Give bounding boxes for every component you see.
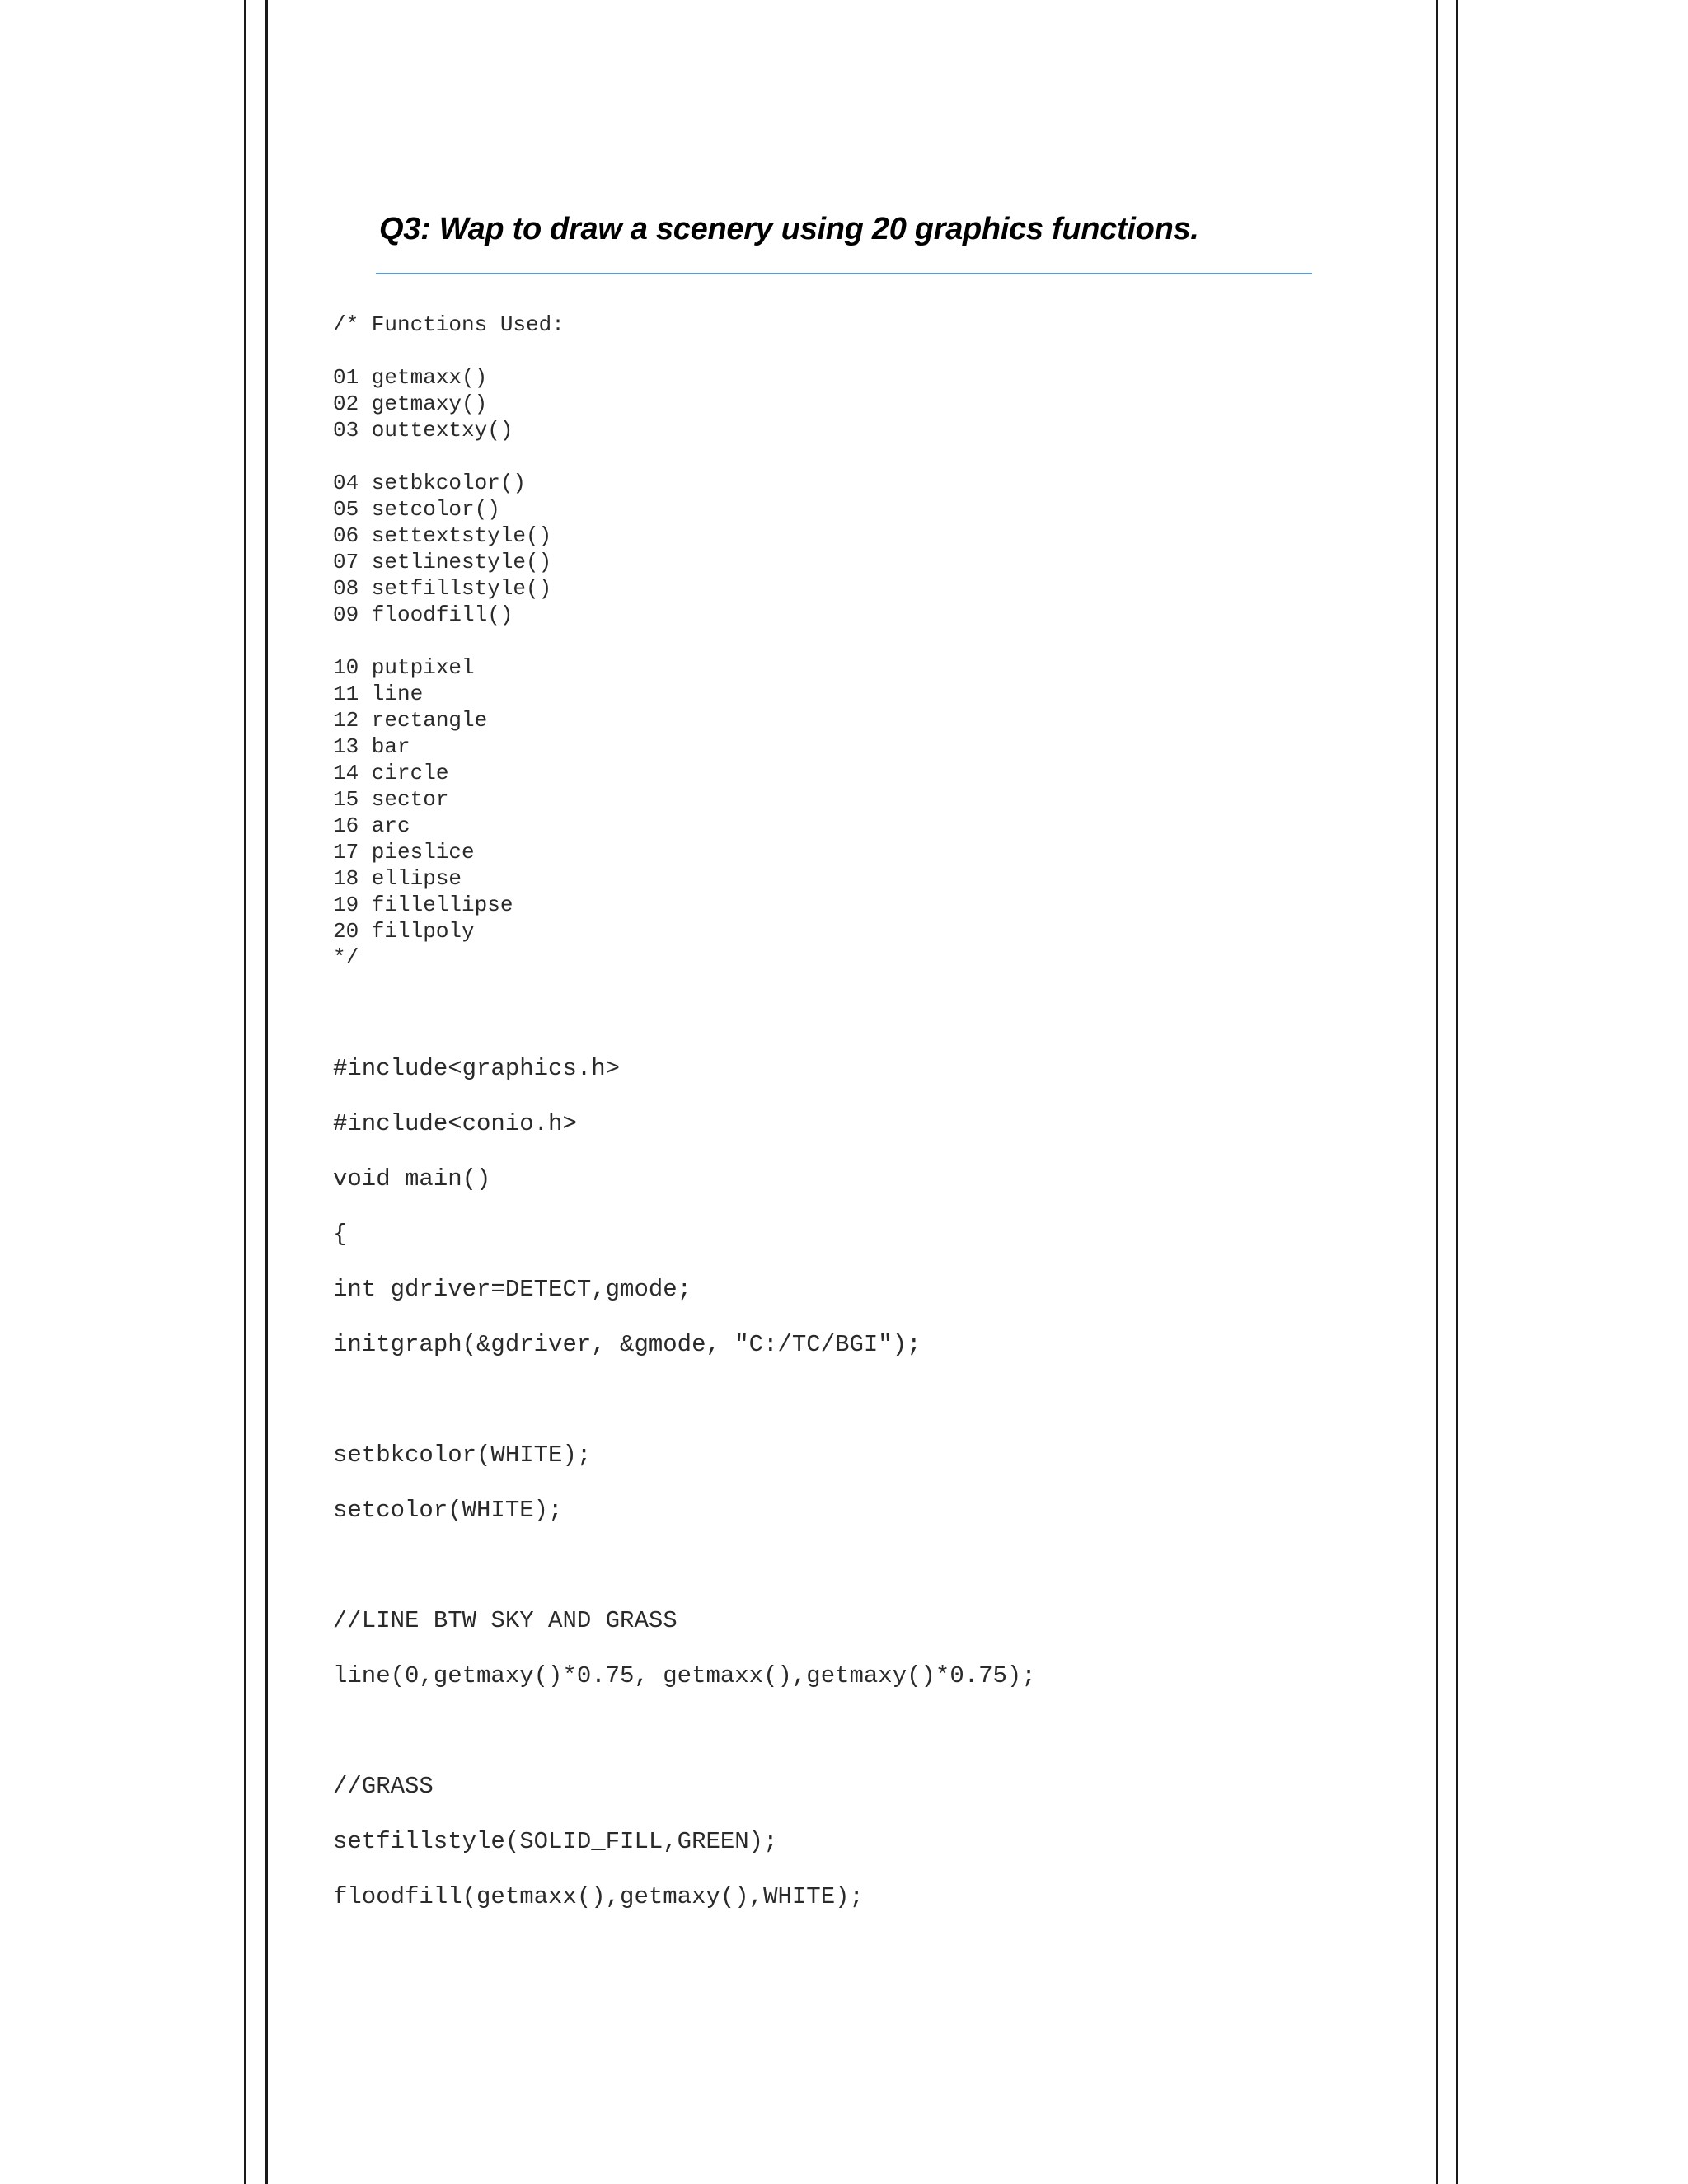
setfillstyle-line: setfillstyle(SOLID_FILL,GREEN); — [333, 1828, 778, 1855]
function-item: 05 setcolor() — [333, 497, 500, 522]
include-conio-line: #include<conio.h> — [333, 1110, 577, 1137]
function-item: 16 arc — [333, 813, 410, 838]
int-declaration-line: int gdriver=DETECT,gmode; — [333, 1276, 692, 1303]
open-brace-line: { — [333, 1221, 348, 1248]
function-item: 14 circle — [333, 761, 449, 785]
comment-close: */ — [333, 945, 359, 970]
function-item: 15 sector — [333, 787, 449, 812]
setbkcolor-line: setbkcolor(WHITE); — [333, 1441, 592, 1469]
functions-comment-block — [333, 312, 565, 971]
function-item: 18 ellipse — [333, 866, 462, 891]
function-item: 04 setbkcolor() — [333, 471, 527, 495]
page-border-inner-left — [265, 0, 268, 2184]
function-item: 10 putpixel — [333, 655, 475, 680]
comment-grass-line: //GRASS — [333, 1773, 434, 1800]
function-item: 01 getmaxx() — [333, 365, 488, 390]
blank-line — [333, 1381, 1036, 1436]
blank-line — [333, 1713, 1036, 1768]
function-item: 17 pieslice — [333, 840, 475, 865]
function-item: 06 settextstyle() — [333, 523, 552, 548]
line-call-line: line(0,getmaxy()*0.75, getmaxx(),getmaxy()*0.75); — [333, 1662, 1036, 1690]
blank-line — [333, 338, 565, 364]
function-item: 13 bar — [333, 734, 410, 759]
function-item: 11 line — [333, 682, 424, 706]
blank-line — [333, 628, 565, 654]
include-graphics-line: #include<graphics.h> — [333, 1055, 621, 1082]
function-item: 19 fillellipse — [333, 893, 513, 917]
function-item: 02 getmaxy() — [333, 391, 488, 416]
source-code-block — [333, 1050, 1036, 1933]
blank-line — [333, 1547, 1036, 1602]
function-item: 09 floodfill() — [333, 602, 513, 627]
function-item: 03 outtextxy() — [333, 418, 513, 443]
function-item: 07 setlinestyle() — [333, 550, 552, 574]
comment-line-sky-grass: //LINE BTW SKY AND GRASS — [333, 1607, 678, 1634]
floodfill-line: floodfill(getmaxx(),getmaxy(),WHITE); — [333, 1883, 864, 1910]
main-signature-line: void main() — [333, 1165, 491, 1193]
setcolor-line: setcolor(WHITE); — [333, 1497, 563, 1524]
function-item: 20 fillpoly — [333, 919, 475, 944]
page-border-outer-right — [1456, 0, 1458, 2184]
page-border-inner-right — [1436, 0, 1438, 2184]
function-item: 12 rectangle — [333, 708, 488, 733]
title-underline — [376, 273, 1312, 274]
question-title: Q3: Wap to draw a scenery using 20 graphics functions. — [379, 212, 1199, 246]
blank-line — [333, 443, 565, 470]
comment-open: /* Functions Used: — [333, 312, 565, 337]
initgraph-line: initgraph(&gdriver, &gmode, "C:/TC/BGI"); — [333, 1331, 921, 1358]
function-item: 08 setfillstyle() — [333, 576, 552, 601]
page-border-outer-left — [244, 0, 246, 2184]
